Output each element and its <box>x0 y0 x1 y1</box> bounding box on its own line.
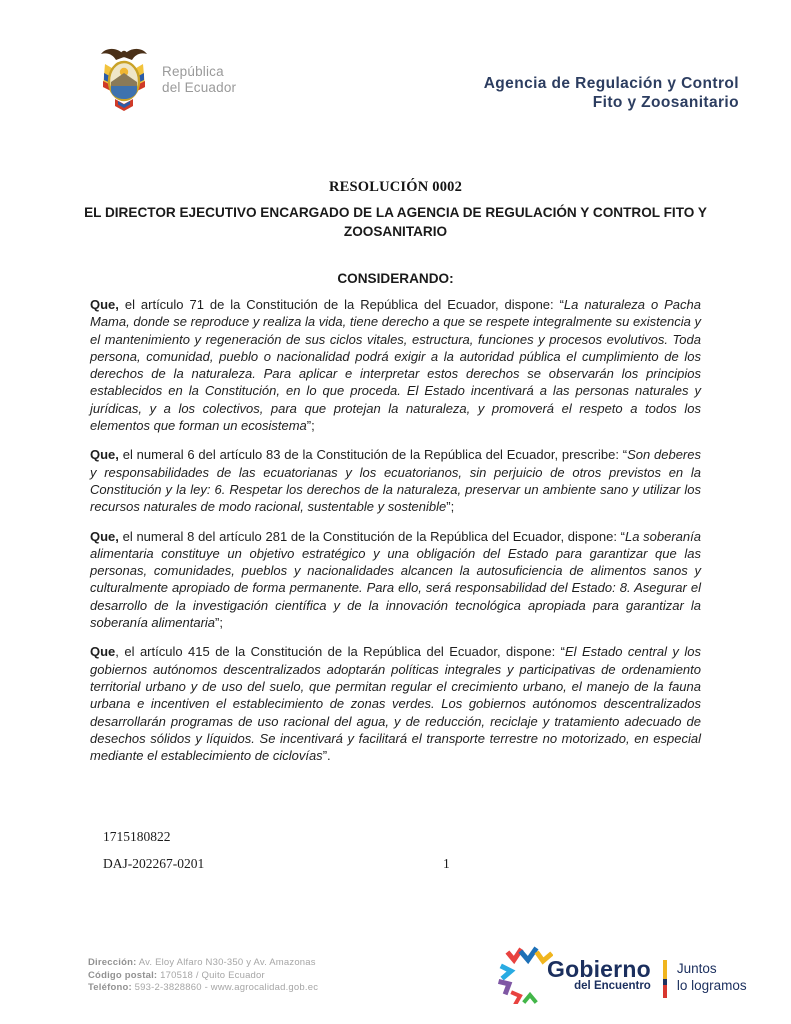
agency-name <box>484 74 739 112</box>
gobierno-text <box>547 958 651 993</box>
que-lead: Que <box>90 644 116 660</box>
gobierno-slogan <box>677 960 747 994</box>
resolution-number: RESOLUCIÓN 0002 <box>328 179 463 195</box>
flag-bar-divider <box>663 960 667 998</box>
que-lead: Que, <box>90 447 119 463</box>
paragraph-intro: , el artículo 415 de la Constitución de la República del Ecuador, dispone: “ <box>115 644 565 660</box>
page-number: 1 <box>443 856 450 871</box>
paragraph-quote: La naturaleza o Pacha Mama, donde se reproduce y realiza la vida, tiene derecho a que se respete integralmente su existencia y el mantenimiento y regeneración de sus ciclos vitales, estructura, funciones y procesos evolutivos. Toda persona, comunidad, pueblo o nacionalidad podrá exigir a la autoridad pública el cumplimiento de los derechos de la naturaleza. Para aplicar e interpretar estos derechos se observarán los principios establecidos en la Constitución, en lo que proceda. El Estado incentivará a las personas naturales y jurídicas, y a los colectivos, para que protejan la naturaleza, y promoverá el respeto a todos los elementos que forman un ecosistema <box>90 297 701 434</box>
address-value: 593-2-3828860 - www.agrocalidad.gob.ec <box>131 982 319 993</box>
address-label: Teléfono: <box>88 982 132 993</box>
address-line <box>88 982 318 995</box>
considerando-paragraph-3 <box>90 528 701 632</box>
header-left <box>94 46 236 114</box>
republica-line1: República <box>162 64 224 79</box>
footer-address <box>88 957 318 995</box>
document-heading: EL DIRECTOR EJECUTIVO ENCARGADO DE LA AGENCIA DE REGULACIÓN Y CONTROL FITO Y ZOOSANITARIO <box>84 205 707 239</box>
paragraph-intro: el numeral 8 del artículo 281 de la Constitución de la República del Ecuador, dispone: “ <box>118 528 625 544</box>
que-lead: Que, <box>90 528 119 544</box>
reference-number: 1715180822 <box>103 829 171 844</box>
considerando-paragraph-1 <box>90 296 701 434</box>
address-label: Código postal: <box>88 969 158 981</box>
republica-del-ecuador-label <box>162 64 236 96</box>
gobierno-del-encuentro-logo <box>497 944 747 1009</box>
slogan-line1: Juntos <box>676 961 717 976</box>
address-value: Av. Eloy Alfaro N30-350 y Av. Amazonas <box>136 957 316 968</box>
paragraph-quote: Son deberes y responsabilidades de las ecuatorianas y los ecuatorianos, sin perjuicio de otros previstos en la Constitución y la ley: 6. Respetar los derechos de la naturaleza, preservar un ambiente sano y utilizar los recursos naturales de modo racional, sustentable y sostenible <box>90 447 701 515</box>
paragraph-quote: El Estado central y los gobiernos autónomos descentralizados adoptarán políticas integrales y participativas de ordenamiento territorial urbano y de uso del suelo, que permitan regular el crecimiento urbano, el manejo de la fauna urbana e incentiven el establecimiento de zonas verdes. Los gobiernos autónomos descentralizados desarrollarán programas de uso racional del agua, y de reducción, reciclaje y tratamiento adecuado de desechos sólidos y líquidos. Se incentivará y facilitará el transporte terrestre no motorizado, en especial mediante el establecimiento de ciclovías <box>90 644 701 764</box>
que-lead: Que, <box>90 297 119 312</box>
paragraph-close: ”; <box>446 499 455 515</box>
address-label: Dirección: <box>88 957 137 968</box>
paragraph-intro: el artículo 71 de la Constitución de la República del Ecuador, dispone: “ <box>118 297 564 312</box>
address-line <box>88 970 318 983</box>
paragraph-intro: el numeral 6 del artículo 83 de la Constitución de la República del Ecuador, prescribe: “ <box>118 447 628 463</box>
document-code: DAJ-202267-0201 <box>103 856 205 871</box>
gobierno-brand: Gobierno <box>547 956 651 982</box>
considerando-paragraph-2 <box>90 446 701 515</box>
chevrons-icon <box>497 946 553 1009</box>
agency-name-line1: Agencia de Regulación y Control <box>483 75 739 92</box>
agency-name-line2: Fito y Zoosanitario <box>592 94 739 111</box>
ecuador-coat-of-arms-icon <box>94 46 154 114</box>
paragraph-close: ”; <box>306 418 315 434</box>
paragraph-quote: La soberanía alimentaria constituye un objetivo estratégico y una obligación del Estado para garantizar que las personas, comunidades, pueblos y nacionalidades alcancen la autosuficiencia de alimentos sanos y culturalmente apropiado de forma permanente. Para ello, será responsabilidad del Estado: 8. Asegurar el desarrollo de la investigación científica y de la innovación tecnológica apropiada para garantizar la soberanía alimentaria <box>90 528 701 631</box>
address-value: 170518 / Quito Ecuador <box>157 969 265 981</box>
gobierno-sub: del Encuentro <box>574 980 651 992</box>
considerando-paragraph-4 <box>90 643 701 764</box>
considerando-label: CONSIDERANDO: <box>337 271 454 286</box>
address-line <box>88 957 318 970</box>
document-body <box>90 296 701 776</box>
paragraph-close: ”. <box>322 748 331 764</box>
slogan-line2: lo logramos <box>676 978 747 993</box>
republica-line2: del Ecuador <box>162 80 237 95</box>
paragraph-close: ”; <box>215 615 223 631</box>
